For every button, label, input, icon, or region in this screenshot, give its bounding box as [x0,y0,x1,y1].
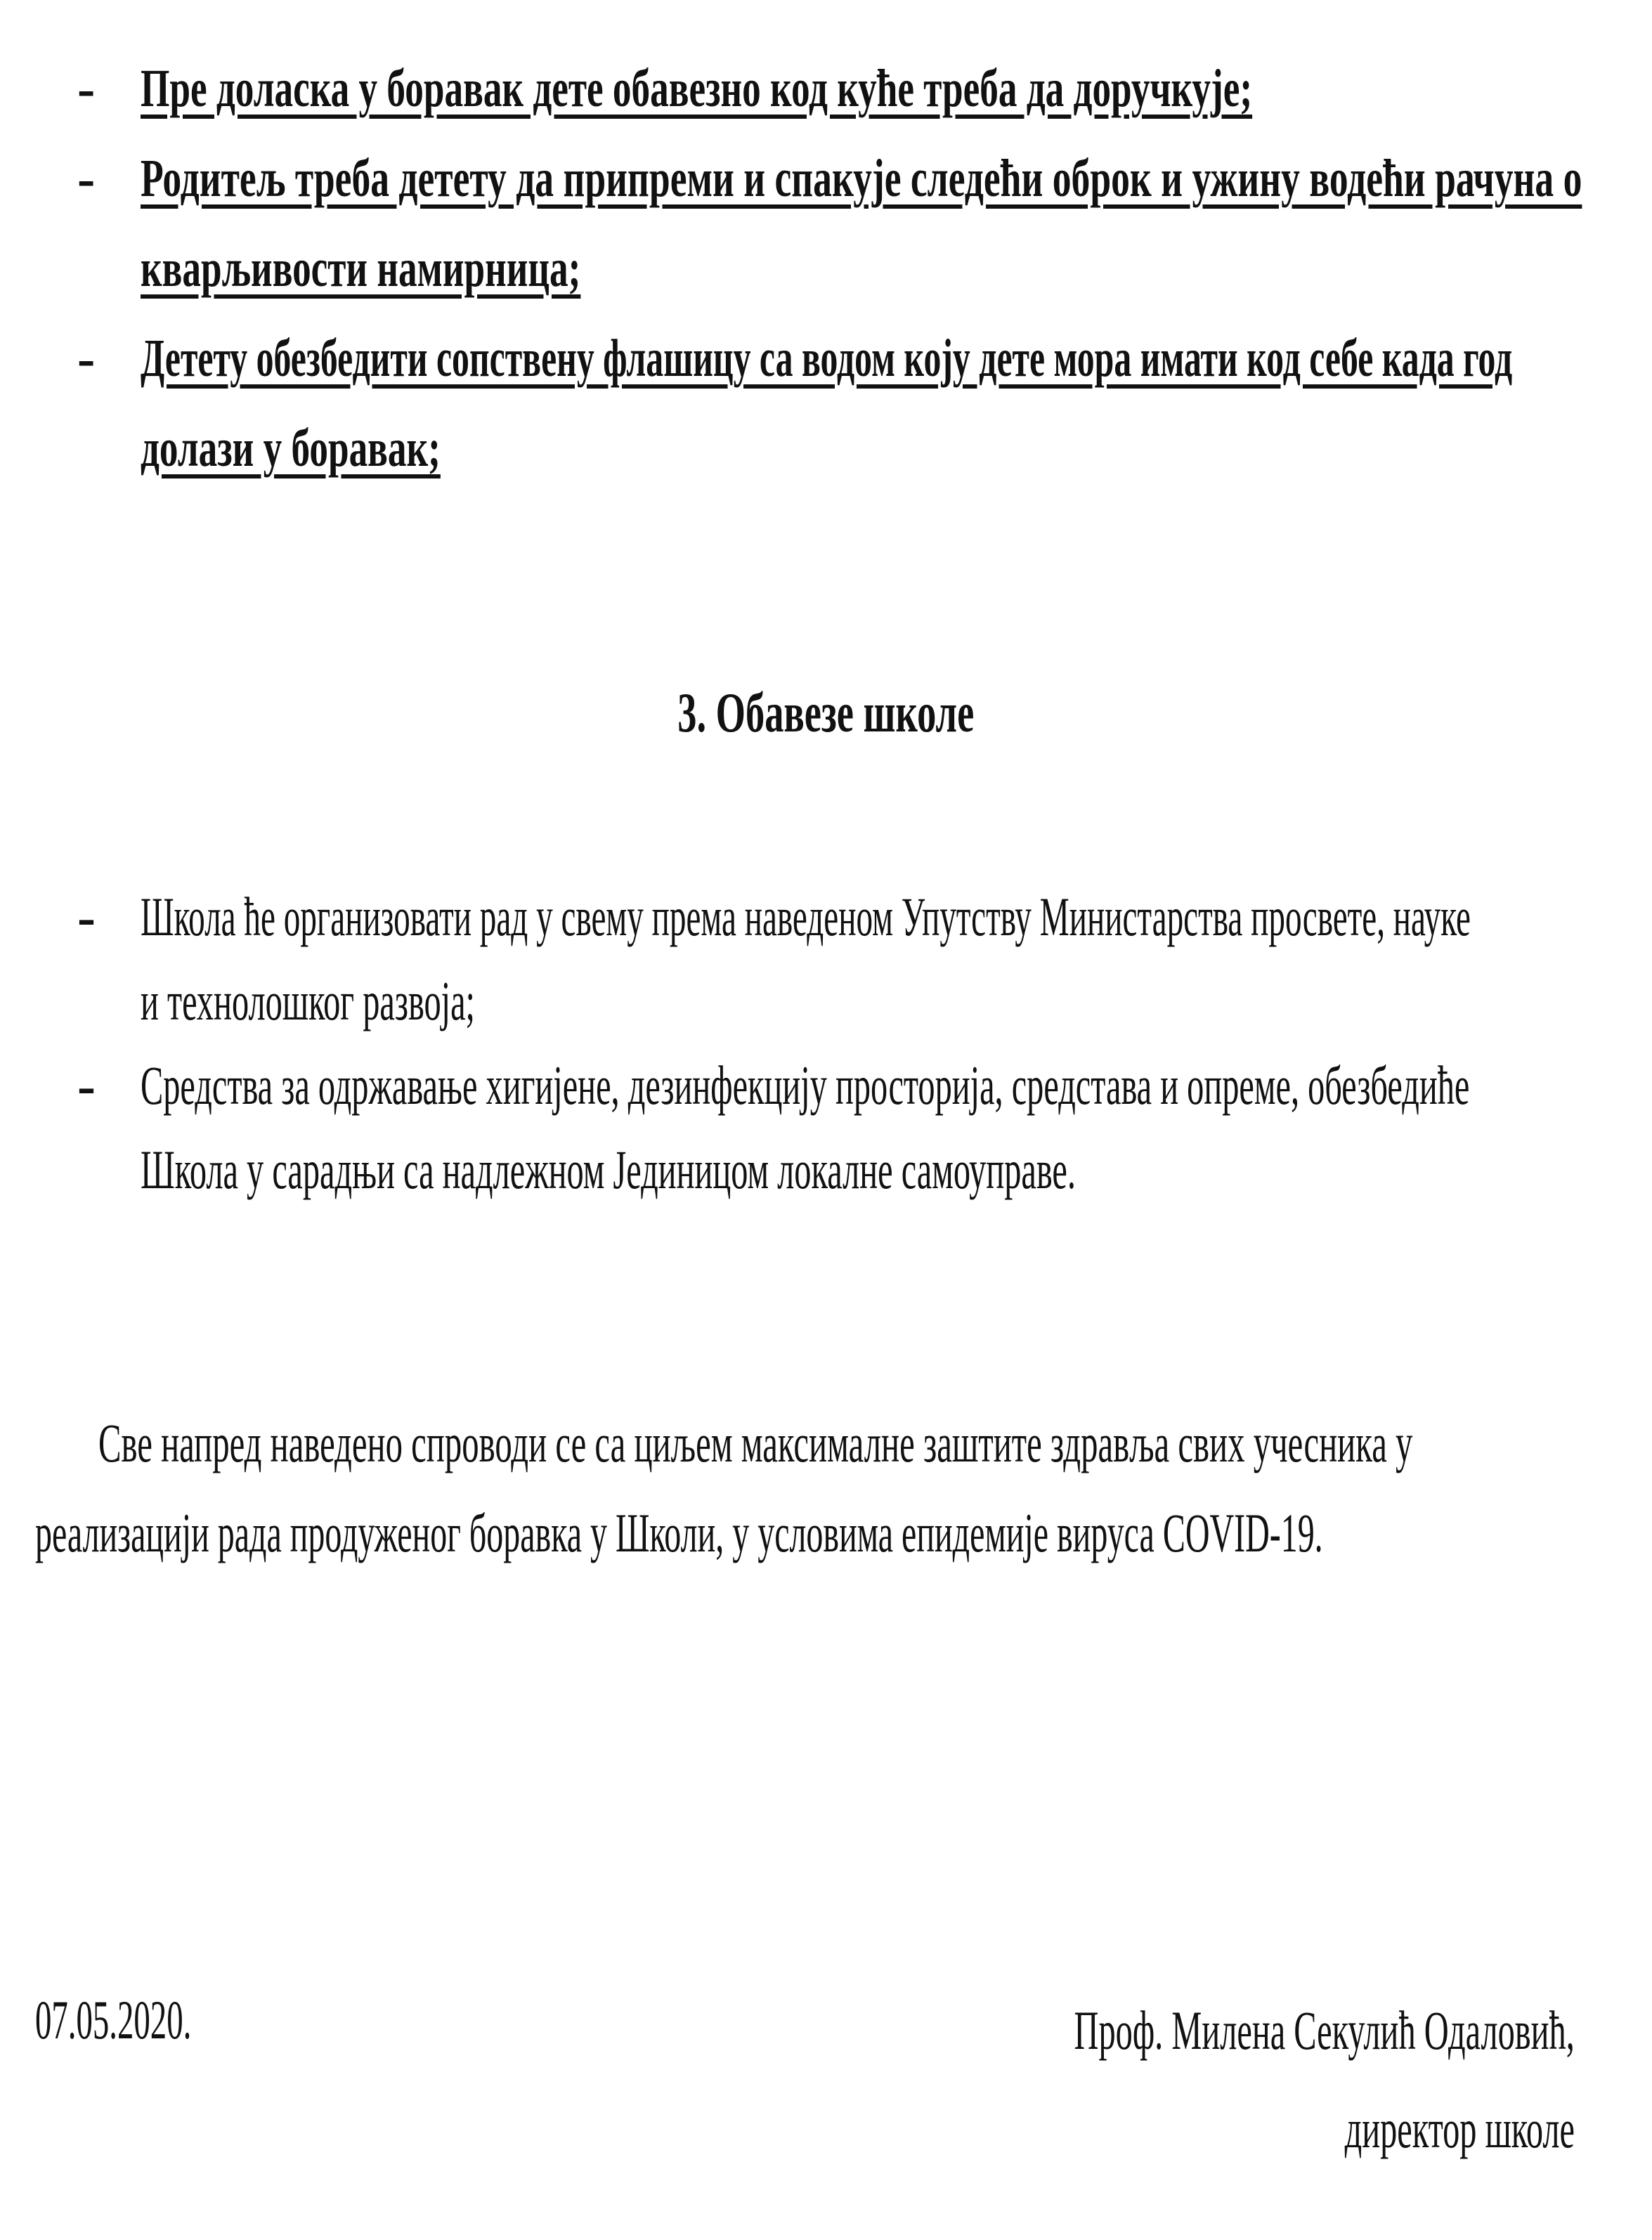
list-item [77,875,1574,1043]
school-obligations-list [77,875,1574,1212]
date-text: 07.05.2020. [35,1989,192,2050]
list-item [77,313,1574,493]
list-item-text: Родитељ треба детету да припреми и спакује следећи оброк и ужину водећи рачуна о [141,149,1582,208]
parent-obligations-list [77,44,1582,493]
paragraph-line: реализацији рада продуженог боравка у Школи, у условима епидемије вируса COVID-19. [35,1502,1323,1563]
section-heading-text: 3. Обавезе школе [677,682,975,744]
list-item-text: Детету обезбедити сопствену флашицу са водом коју дете мора имати код себе када год [141,329,1513,388]
paragraph-line: Све напред наведено спроводи се са циљем максималне заштите здравља свих учесника у [98,1412,1413,1473]
list-bullet: - [77,329,96,388]
list-item-text: и технолошког развоја; [141,970,476,1031]
list-item-text: долази у боравак; [141,419,441,478]
list-bullet: - [77,1055,96,1116]
list-bullet: - [77,149,96,208]
list-bullet: - [77,59,96,118]
signatory-name: Проф. Милена Секулић Одаловић, [1074,2000,1575,2061]
list-item-text: Пре доласка у боравак дете обавезно код куће треба да доручкује; [141,59,1253,118]
list-item [77,134,1582,313]
signatory-title: директор школе [1344,2098,1575,2159]
list-bullet: - [77,886,96,947]
list-item-text: Школа у сарадњи са надлежном Јединицом локалне самоуправе. [141,1139,1076,1200]
closing-paragraph [35,1398,1574,1578]
list-item-text: кварљивости намирница; [141,239,581,298]
section-heading [0,675,1652,752]
list-item-text: Школа ће организовати рад у свему према наведеном Упутству Министарства просвете, науке [141,886,1471,947]
signature-block [767,1981,1575,2178]
list-item-text: Средства за одржавање хигијене, дезинфекцију просторија, средстава и опреме, обезбедиће [141,1055,1470,1116]
list-item [77,1043,1574,1212]
document-date [35,1981,296,2059]
list-item [77,44,1574,134]
